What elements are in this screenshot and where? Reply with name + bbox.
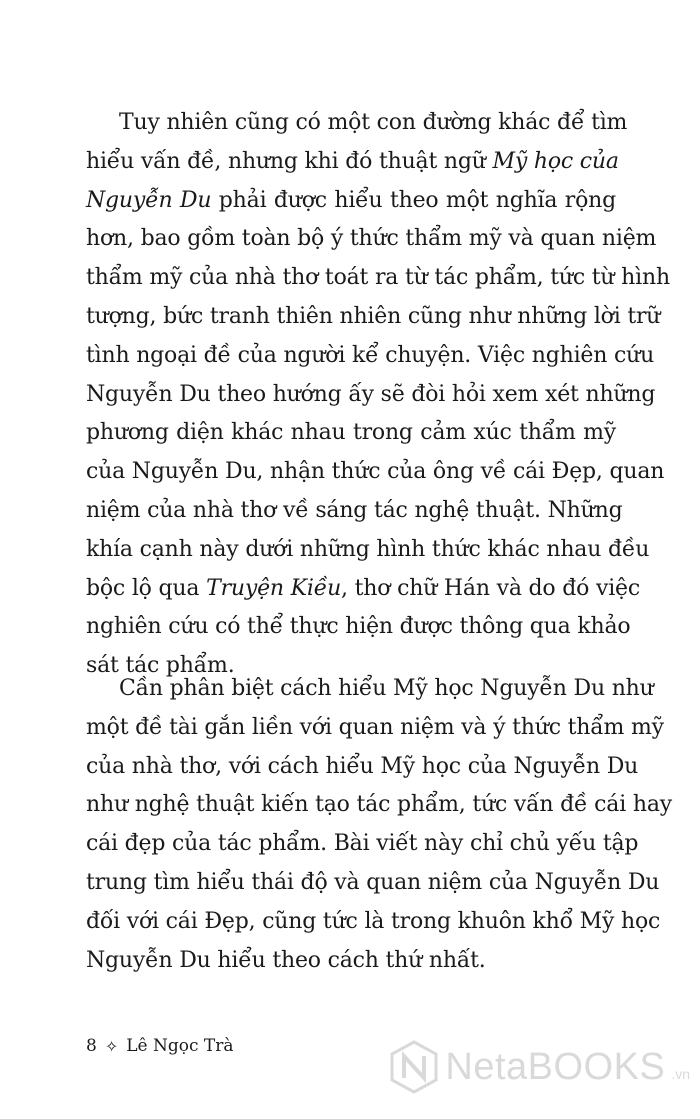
ornament-icon: ✧ [104, 1036, 119, 1056]
text-line: một đề tài gắn liền với quan niệm và ý thức thẩm mỹ [86, 714, 664, 740]
text-line: như nghệ thuật kiến tạo tác phẩm, tức vấn đề cái hay [86, 792, 672, 818]
text-line: khía cạnh này dưới những hình thức khác nhau đều [86, 536, 650, 562]
running-author: Lê Ngọc Trà [126, 1036, 234, 1056]
page-footer [86, 1036, 234, 1056]
text-line: thẩm mỹ của nhà thơ toát ra từ tác phẩm, tức từ hình [86, 265, 670, 291]
text-line: Nguyễn Du phải được hiểu theo một nghĩa rộng [86, 187, 616, 213]
page-number: 8 [86, 1036, 97, 1056]
watermark-suffix: .vn [671, 1066, 690, 1082]
text-line: của nhà thơ, với cách hiểu Mỹ học của Nguyễn Du [86, 753, 639, 779]
text-line: sát tác phẩm. [86, 653, 235, 679]
netabooks-logo-icon [389, 1040, 439, 1094]
text-line: Tuy nhiên cũng có một con đường khác để tìm [119, 110, 628, 135]
text-line: cái đẹp của tác phẩm. Bài viết này chỉ chủ yếu tập [86, 831, 639, 857]
text-line: tượng, bức tranh thiên nhiên cũng như những lời trữ [86, 303, 661, 329]
text-line: hiểu vấn đề, nhưng khi đó thuật ngữ Mỹ học của [86, 148, 619, 174]
italic-term: Mỹ học của [492, 148, 619, 174]
text-line: của Nguyễn Du, nhận thức của ông về cái Đẹp, quan [86, 459, 665, 485]
italic-term: Nguyễn Du [86, 187, 212, 213]
text-line: Nguyễn Du theo hướng ấy sẽ đòi hỏi xem xét những [86, 381, 656, 407]
italic-title: Truyện Kiều [206, 575, 342, 601]
text-line: trung tìm hiểu thái độ và quan niệm của Nguyễn Du [86, 869, 660, 895]
text-line: niệm của nhà thơ về sáng tác nghệ thuật. Những [86, 497, 623, 523]
text-line: tình ngoại đề của người kể chuyện. Việc nghiên cứu [86, 342, 655, 368]
text-line: đối với cái Đẹp, cũng tức là trong khuôn khổ Mỹ học [86, 908, 661, 934]
text-line: Cần phân biệt cách hiểu Mỹ học Nguyễn Du như [119, 676, 654, 701]
text-line: hơn, bao gồm toàn bộ ý thức thẩm mỹ và quan niệm [86, 226, 657, 252]
paragraph-1 [86, 104, 670, 686]
text-line: phương diện khác nhau trong cảm xúc thẩm mỹ [86, 420, 616, 446]
text-line: nghiên cứu có thể thực hiện được thông qua khảo [86, 614, 631, 640]
watermark-text: NetaBOOKS [445, 1045, 666, 1088]
paragraph-2 [86, 670, 672, 980]
publisher-watermark [389, 1040, 690, 1094]
text-line: Nguyễn Du hiểu theo cách thứ nhất. [86, 947, 486, 973]
text-line: bộc lộ qua Truyện Kiều, thơ chữ Hán và do đó việc [86, 575, 640, 601]
